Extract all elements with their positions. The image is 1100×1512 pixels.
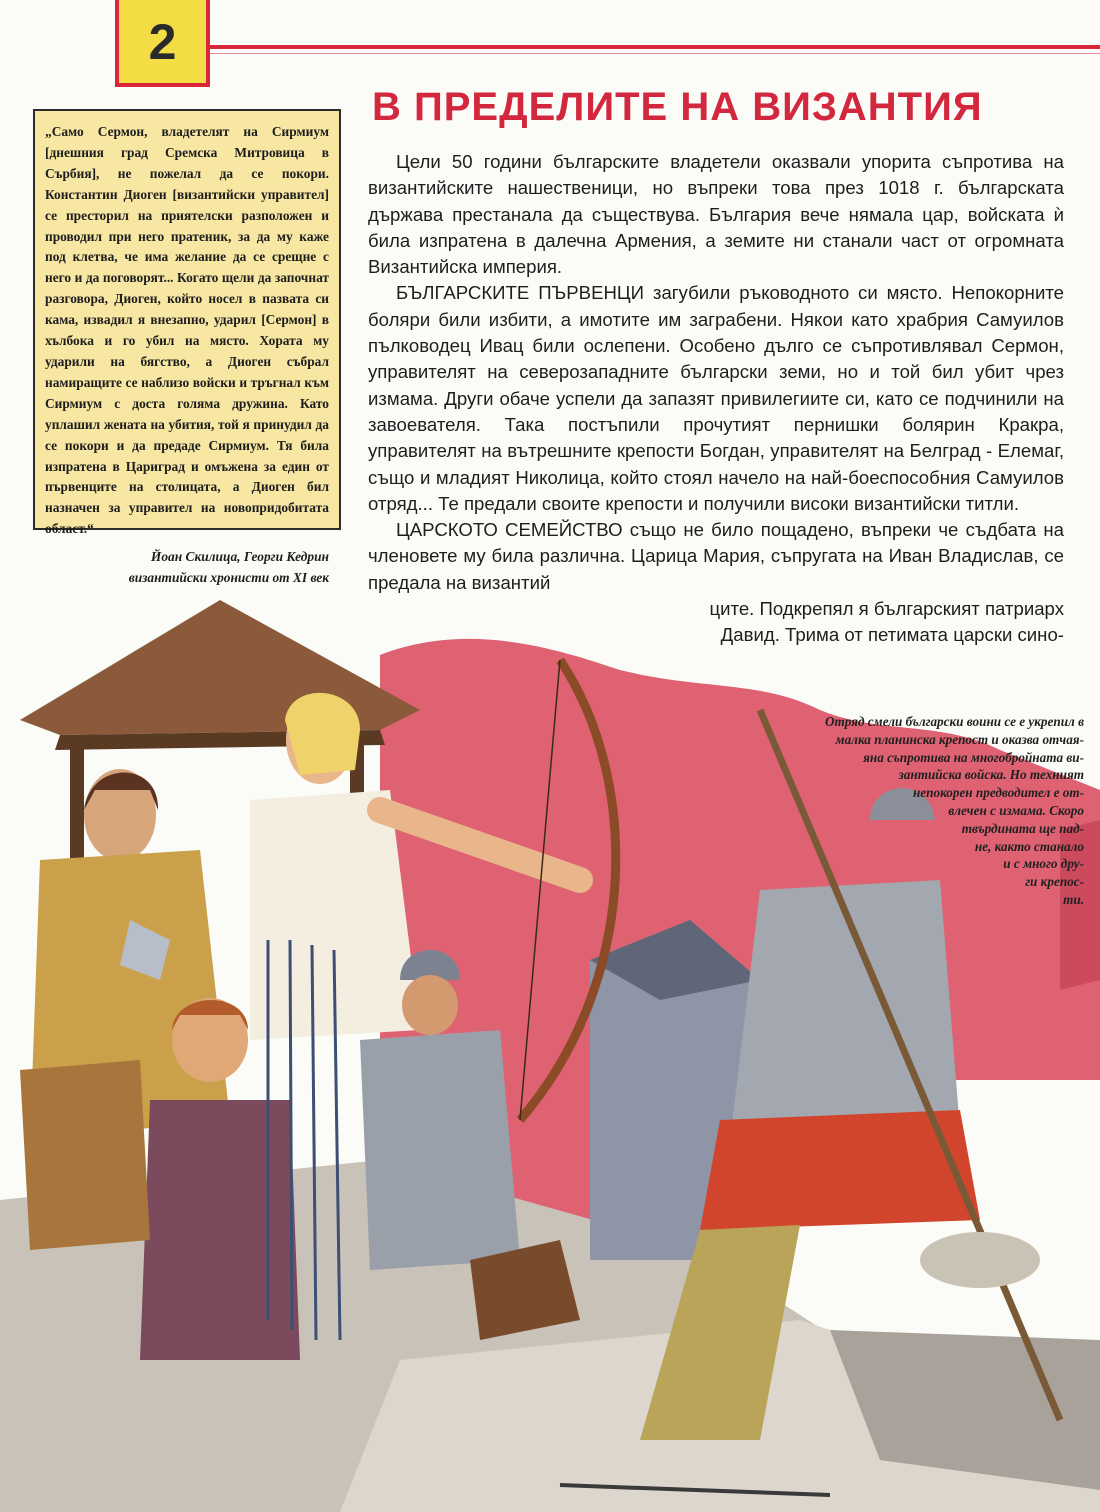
paragraph-3-continued: ците. Подкрепял я българският патриарх — [709, 598, 1064, 620]
caption-line: зантийска войска. Но техният — [898, 767, 1084, 783]
paragraph-2: БЪЛГАРСКИТЕ ПЪРВЕНЦИ загубили ръководното си място. Непокорните боляри били избити, а имотите им заграбени. Някои като храбрия Самуилов пълководец Ивац били ослепени. Особено дълго се съпротивлявал Сермон, управителят на северозападните български земи, но и той бил убит чрез измама. Други обаче успели да запазят привилегиите си, като се подчинили на завоевателя. Така постъпили прочутият пернишки болярин Кракра, управителят на вътрешните крепости Богдан, управителят на Белград - Елемаг, също и младият Николица, който стоял начело на най-боеспособния Самуилов отряд... Те предали своите крепости и получили високи византийски титли. — [368, 282, 1064, 514]
quote-source-authors: Йоан Скилица, Георги Кедрин — [150, 549, 329, 565]
sidebar-quote — [33, 109, 341, 586]
kneeling-head — [402, 975, 458, 1035]
caption-line: малка планинска крепост и оказва отчая- — [835, 731, 1084, 747]
boy-tunic — [140, 1100, 300, 1360]
caption-line: не, както станало — [974, 838, 1084, 854]
quote-source-desc: византийски хронисти от XI век — [128, 570, 329, 586]
caption-line: влечен с измама. Скоро — [948, 802, 1084, 818]
page-title: В ПРЕДЕЛИТЕ НА ВИЗАНТИЯ — [372, 85, 983, 129]
fallen-shield — [920, 1232, 1040, 1288]
kneeling-mail — [360, 1030, 520, 1270]
caption-line: непокорен предводител е от- — [912, 785, 1084, 801]
caption-line: твърдината ще пад- — [961, 820, 1084, 836]
caption-line: Отряд смели български воини се е укрепил в — [824, 714, 1084, 729]
caption-line: ги крепос- — [1025, 874, 1084, 890]
article-body — [368, 149, 1064, 649]
header-rule — [210, 45, 1100, 49]
battle-illustration — [0, 560, 1100, 1512]
header-rule-thin — [210, 53, 1100, 54]
arrow-basket — [20, 1060, 150, 1250]
paragraph-3: ЦАРСКОТО СЕМЕЙСТВО също не било пощадено, въпреки че съдбата на членовете му била различна. Царица Мария, съпругата на Иван Владислав, се предала на византий — [368, 519, 1064, 593]
caption-line: и с много дру- — [1003, 856, 1084, 872]
caption-line: ти. — [1063, 891, 1084, 907]
illustration-caption — [614, 713, 1084, 909]
paragraph-1: Цели 50 години българските владетели оказвали упорита съпротива на византийските нашественици, но въпреки това през 1018 г. българската държава престанала да съществува. България вече нямала цар, войската ѝ била изпратена в далечна Армения, а земите ни станали част от огромната Византийска империя. — [368, 151, 1064, 278]
quote-source — [45, 546, 329, 588]
page-number-badge: 2 — [115, 0, 210, 87]
tower-roof — [20, 600, 420, 735]
quote-text: „Само Сермон, владетелят на Сирмиум [днешния град Сремска Митровица в Сърбия], не пожелал да се покори. Константин Диоген [византийски управител] се престорил на приятелски разположен и проводил при него пратеник, за да му каже под клетва, че има желание да се срещне с него и да поговорят... Когато щели да започнат разговора, Диоген, който носел в пазвата си кама, извадил я внезапно, ударил [Сермон] в хълбока и го убил на място. Хората му ударили на бягство, а Диоген събрал намиращите се наблизо войски и тръгнал към Сирмиум с доста голяма дружина. Като уплашил жената на убития, той я принудил да се покори и да предаде Сирмиум. Тя била изпратена в Цариград и омъжена за един от първенците на столицата, а Диоген бил назначен за управител на новопридобитата област.“ — [45, 124, 329, 537]
caption-line: яна съпротива на многобройната ви- — [863, 749, 1084, 765]
paragraph-3-end: Давид. Трима от петимата царски сино- — [720, 624, 1064, 646]
